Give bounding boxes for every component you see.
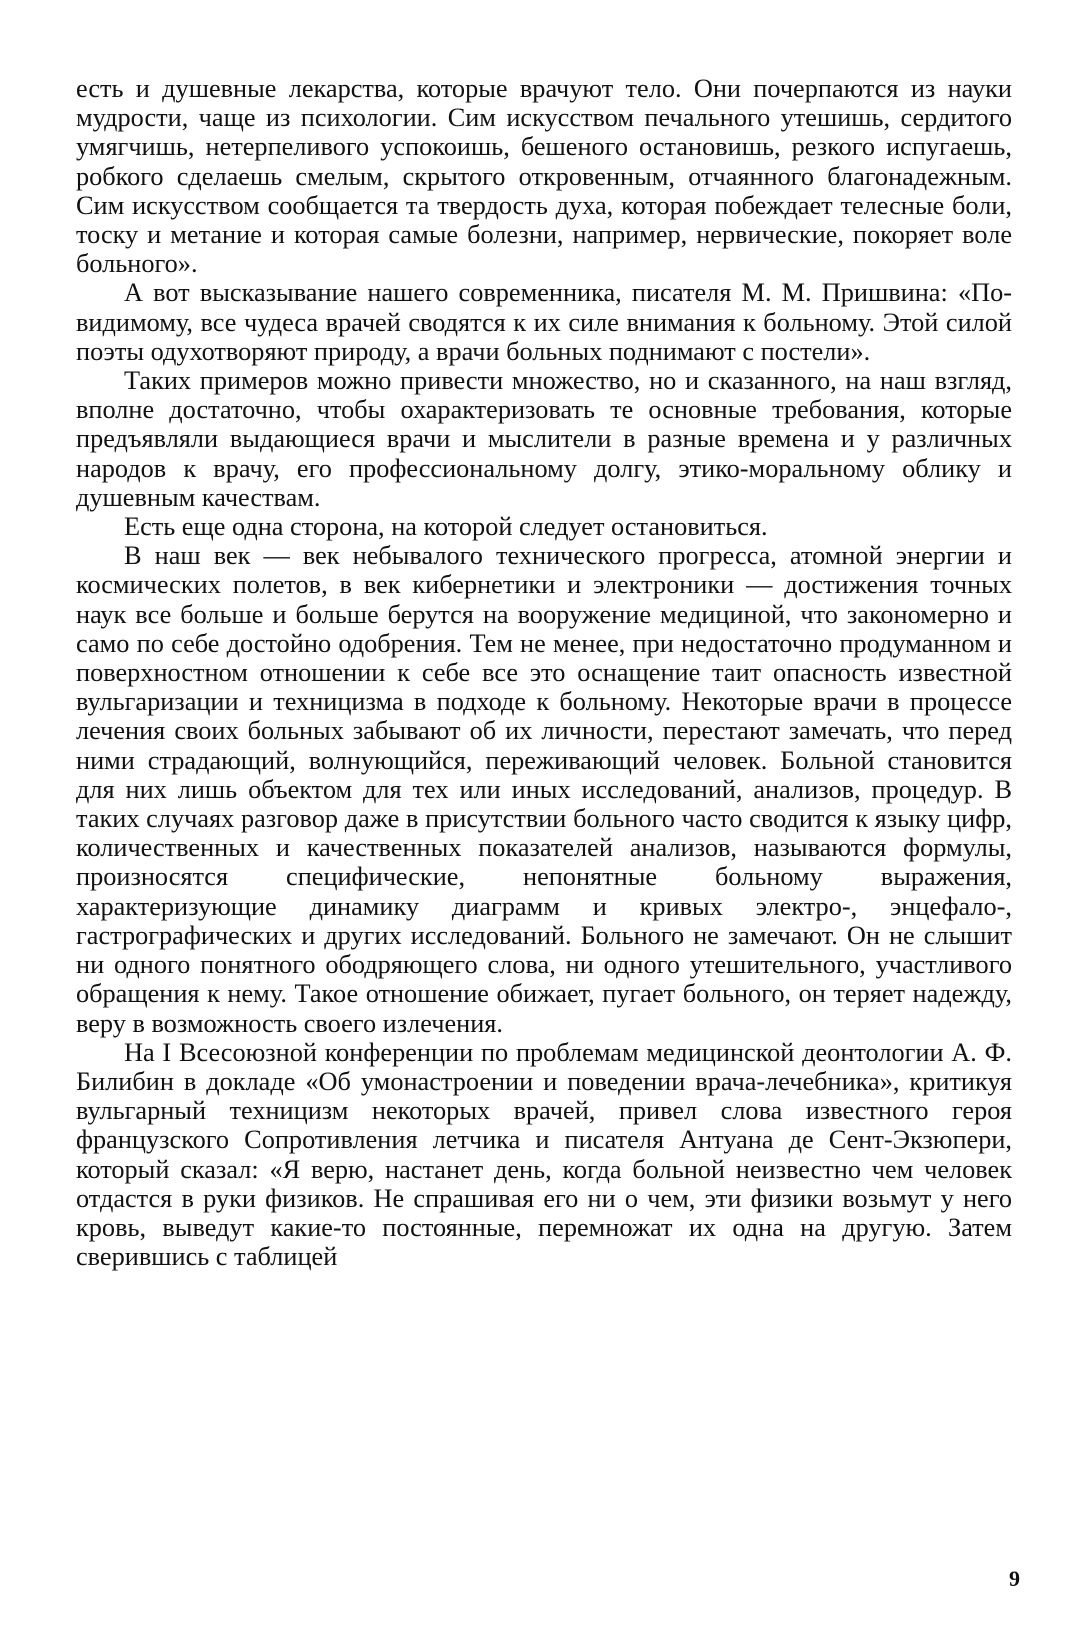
paragraph-5: В наш век — век небывалого технического прогресса, атомной энергии и космических полетов, в век кибернетики и электроники — достижения точных наук все больше и больше берутся на вооружение медициной, что закономерно и само по себе достойно одобрения. Тем не менее, при недостаточно продуманном и поверхностном отношении к себе все это оснащение таит опасность известной вульгаризации и техницизма в подходе к больному. Некоторые врачи в процессе лечения своих больных забывают об их личности, перестают замечать, что перед ними страдающий, волнующийся, переживающий человек. Больной становится для них лишь объектом для тех или иных исследований, анализов, процедур. В таких случаях разговор даже в присутствии больного часто сводится к языку цифр, количественных и качественных показателей анализов, называются формулы, произносятся специфические, непонятные больному выражения, характеризующие динамику диаграмм и кривых электро-, энцефало-, гастрографических и других исследований. Больного не замечают. Он не слышит ни одного понятного ободряющего слова, ни одного утешительного, участливого обращения к нему. Такое отношение обижает, пугает больного, он теряет надежду, веру в возможность своего излечения. bbox=[76, 541, 1012, 1038]
page-number: 9 bbox=[1009, 1566, 1020, 1591]
paragraph-4: Есть еще одна сторона, на которой следует остановиться. bbox=[124, 512, 768, 542]
paragraph-1: есть и душевные лекарства, которые врачуют тело. Они почерпаются из науки мудрости, чаще из психологии. Сим искусством печального утешишь, сердитого умягчишь, нетерпеливого успокоишь, бешеного остановишь, резкого испугаешь, робкого сделаешь смелым, скрытого откровенным, отчаянного благонадежным. Сим искусством сообщается та твердость духа, которая побеждает телесные боли, тоску и метание и которая самые болезни, например, нервические, покоряет воле больного». bbox=[76, 74, 1012, 279]
page-body bbox=[76, 74, 1012, 1574]
paragraph-6: На I Всесоюзной конференции по проблемам медицинской деонтологии А. Ф. Билибин в докладе «Об умонастроении и поведении врача-лечебника», критикуя вульгарный техницизм некоторых врачей, привел слова известного героя французского Сопротивления летчика и писателя Антуана де Сент-Экзюпери, который сказал: «Я верю, настанет день, когда больной неизвестно чем человек отдастся в руки физиков. Не спрашивая его ни о чем, эти физики возьмут у него кровь, выведут какие-то постоянные, перемножат их одна на другую. Затем сверившись с таблицей bbox=[76, 1037, 1012, 1272]
paragraph-3: Таких примеров можно привести множество, но и сказанного, на наш взгляд, вполне достаточно, чтобы охарактеризовать те основные требования, которые предъявляли выдающиеся врачи и мыслители в разные времена и у различных народов к врачу, его профессиональному долгу, этико-моральному облику и душевным качествам. bbox=[76, 366, 1012, 512]
paragraph-2: А вот высказывание нашего современника, писателя М. М. Пришвина: «По-видимому, все чудеса врачей сводятся к их силе внимания к больному. Этой силой поэты одухотворяют природу, а врачи больных поднимают с постели». bbox=[76, 278, 1012, 366]
